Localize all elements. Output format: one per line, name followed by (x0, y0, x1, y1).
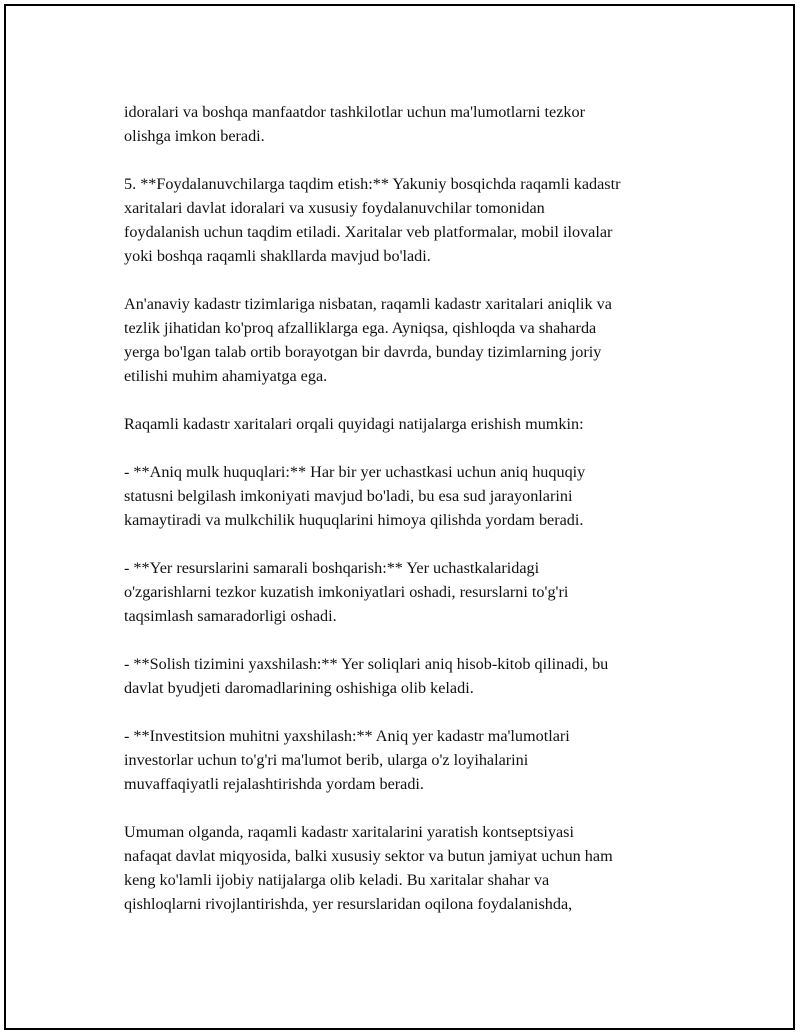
paragraph-step-5: 5. **Foydalanuvchilarga taqdim etish:** Yakuniy bosqichda raqamli kadastr xaritalari davlat idoralari va xususiy foydalanuvchilar tomonidan foydalanish uchun taqdim etiladi. Xaritalar veb platformalar, mobil ilovalar yoki boshqa raqamli shakllarda mavjud bo'ladi. (124, 175, 621, 265)
page-frame (4, 4, 795, 1030)
list-item-investment-climate: - **Investitsion muhitni yaxshilash:** Aniq yer kadastr ma'lumotlari investorlar uchun to'g'ri ma'lumot berib, ularga o'z loyihalarini muvaffaqiyatli rejalashtirishda yordam beradi. (124, 727, 570, 793)
paragraph-comparison: An'anaviy kadastr tizimlariga nisbatan, raqamli kadastr xaritalari aniqlik va tezlik jihatidan ko'proq afzalliklarga ega. Ayniqsa, qishloqda va shaharda yerga bo'lgan talab ortib borayotgan bir davrda, bunday tizimlarning joriy etilishi muhim ahamiyatga ega. (124, 295, 612, 385)
list-item-land-resources: - **Yer resurslarini samarali boshqarish:** Yer uchastkalaridagi o'zgarishlarni tezkor kuzatish imkoniyatlari oshadi, resurslarni to'g'ri taqsimlash samaradorligi oshadi. (124, 559, 569, 625)
document-body (124, 100, 714, 940)
list-item-property-rights: - **Aniq mulk huquqlari:** Har bir yer uchastkasi uchun aniq huquqiy statusni belgilash imkoniyati mavjud bo'ladi, bu esa sud jarayonlarini kamaytiradi va mulkchilik huquqlarini himoya qilishda yordam beradi. (124, 463, 586, 529)
paragraph-results-intro: Raqamli kadastr xaritalari orqali quyidagi natijalarga erishish mumkin: (124, 415, 584, 433)
paragraph-continuation: idoralari va boshqa manfaatdor tashkilotlar uchun ma'lumotlarni tezkor olishga imkon beradi. (124, 103, 585, 145)
paragraph-conclusion: Umuman olganda, raqamli kadastr xaritalarini yaratish kontseptsiyasi nafaqat davlat miqyosida, balki xususiy sektor va butun jamiyat uchun ham keng ko'lamli ijobiy natijalarga olib keladi. Bu xaritalar shahar va qishloqlarni rivojlantirishda, yer resurslaridan oqilona foydalanishda, (124, 823, 613, 913)
list-item-tax-system: - **Solish tizimini yaxshilash:** Yer soliqlari aniq hisob-kitob qilinadi, bu davlat byudjeti daromadlarining oshishiga olib keladi. (124, 655, 609, 697)
